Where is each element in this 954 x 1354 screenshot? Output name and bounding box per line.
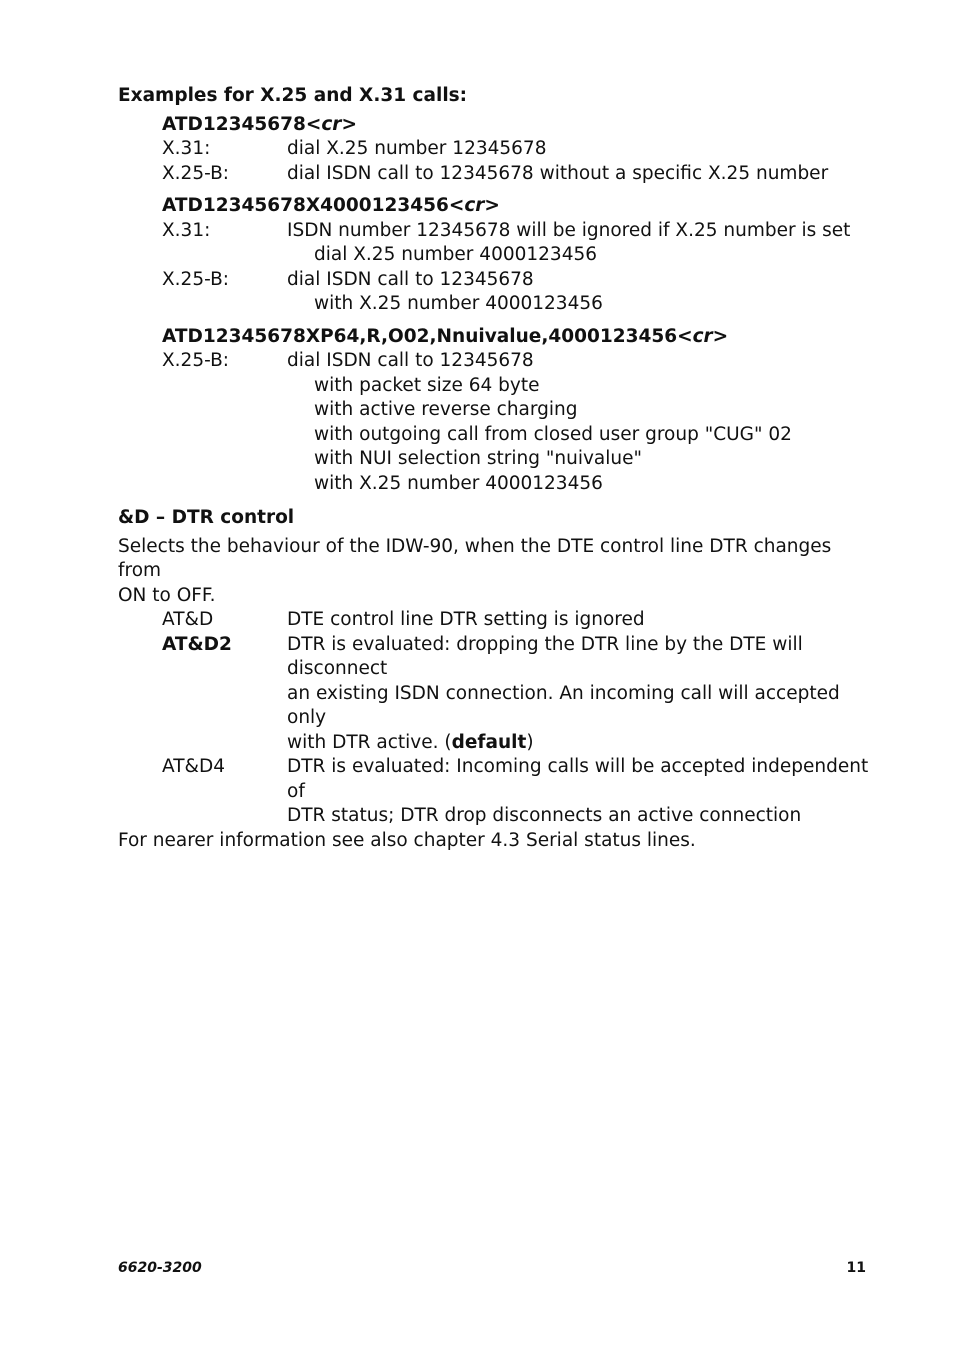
section-heading-examples: Examples for X.25 and X.31 calls: (118, 85, 468, 106)
command-end: > (484, 195, 500, 216)
row-value: dial ISDN call to 12345678 (287, 350, 534, 371)
option-value (287, 633, 878, 756)
option-key: AT&D (162, 609, 214, 630)
example-row (162, 349, 878, 374)
intro-paragraph (118, 535, 878, 609)
command-example-3 (162, 325, 878, 350)
option-value: DTE control line DTR setting is ignored (287, 609, 645, 630)
example-row (162, 268, 878, 293)
option-line: DTR is evaluated: Incoming calls will be accepted independent of (287, 756, 869, 802)
option-row-at-d4 (162, 755, 878, 829)
row-continuation: with X.25 number 4000123456 (314, 293, 603, 314)
example-row (162, 162, 878, 187)
option-row-at-d (162, 608, 878, 633)
row-value: ISDN number 12345678 will be ignored if X.25 number is set (287, 219, 851, 241)
row-value: dial ISDN call to 12345678 without a specific X.25 number (287, 162, 829, 184)
row-continuation: with outgoing call from closed user group "CUG" 02 (314, 423, 792, 445)
example-row (162, 219, 878, 244)
row-continuation: dial X.25 number 4000123456 (314, 244, 598, 265)
command-end: > (712, 325, 729, 347)
row-continuation: with packet size 64 byte (314, 374, 540, 396)
command-end: > (341, 113, 357, 135)
footer-page-number: 11 (846, 1260, 866, 1276)
option-row-at-d2 (162, 633, 878, 756)
cr-token: cr (464, 195, 485, 216)
note-paragraph: For nearer information see also chapter 4.3 Serial status lines. (118, 829, 696, 851)
option-line: DTR status; DTR drop disconnects an active connection (287, 805, 802, 826)
default-marker: default (451, 731, 527, 753)
option-line: DTR is evaluated: dropping the DTR line by the DTE will disconnect (287, 633, 803, 679)
command-text: ATD12345678< (162, 113, 322, 135)
command-text: ATD12345678X4000123456< (162, 195, 465, 216)
command-example-1 (162, 113, 878, 138)
footer-doc-number: 6620-3200 (118, 1260, 202, 1276)
row-value: dial ISDN call to 12345678 (287, 268, 534, 290)
row-key: X.31: (162, 138, 211, 159)
option-value (287, 755, 878, 829)
row-continuation: with NUI selection string "nuivalue" (314, 448, 643, 469)
intro-line: ON to OFF. (118, 584, 216, 606)
option-key: AT&D2 (162, 633, 232, 655)
row-continuation: with X.25 number 4000123456 (314, 472, 603, 494)
option-line: with DTR active. ( (287, 731, 452, 753)
row-value: dial X.25 number 12345678 (287, 138, 547, 159)
document-body (118, 84, 878, 853)
command-text: ATD12345678XP64,R,O02,Nnuivalue,4000123456< (162, 325, 693, 347)
intro-line: Selects the behaviour of the IDW-90, when the DTE control line DTR changes from (118, 535, 832, 581)
command-example-2 (162, 194, 878, 219)
row-key: X.31: (162, 219, 211, 241)
cr-token: cr (692, 325, 713, 347)
option-key: AT&D4 (162, 756, 225, 777)
row-key: X.25-B: (162, 268, 230, 290)
option-line: an existing ISDN connection. An incoming call will accepted only (287, 682, 840, 728)
section-heading-dtr-control: &D – DTR control (118, 507, 295, 528)
example-row (162, 137, 878, 162)
row-continuation: with active reverse charging (314, 399, 578, 420)
row-key: X.25-B: (162, 350, 230, 371)
cr-token: cr (321, 113, 342, 135)
row-key: X.25-B: (162, 162, 230, 184)
option-line-end: ) (526, 731, 534, 753)
